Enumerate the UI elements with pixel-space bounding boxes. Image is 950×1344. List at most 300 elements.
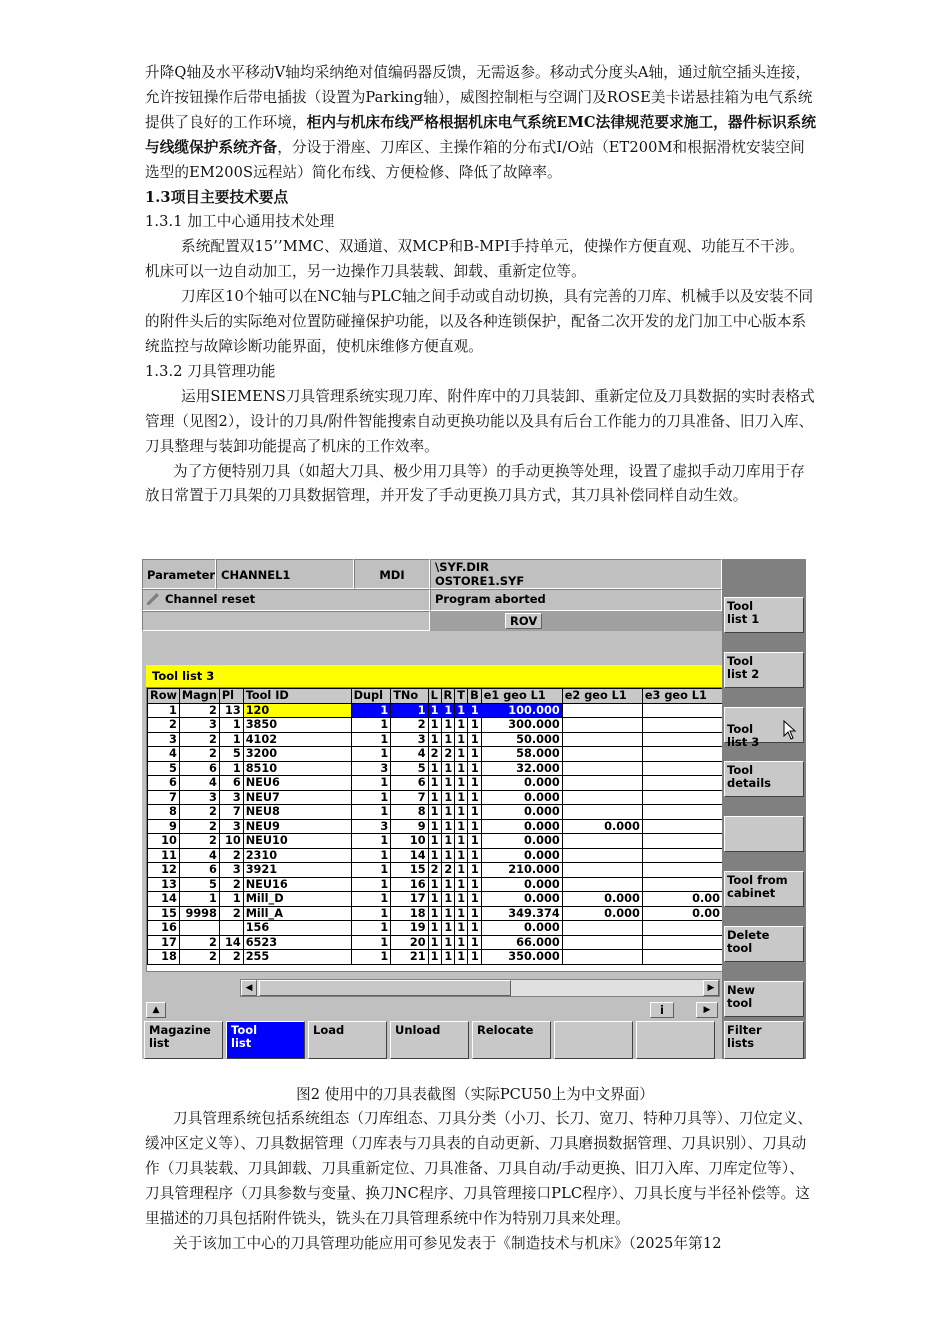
table-cell	[642, 718, 722, 733]
table-row[interactable]	[148, 935, 723, 950]
hsoftkey-magazine-list[interactable]: Magazine list	[144, 1021, 223, 1059]
table-cell: 1	[351, 790, 391, 805]
table-cell	[562, 703, 642, 718]
table-cell: 10	[148, 834, 180, 849]
tool-table	[147, 688, 723, 965]
table-cell: 4	[179, 776, 219, 791]
table-cell: 255	[243, 950, 351, 965]
table-cell	[562, 761, 642, 776]
table-cell: 1	[428, 906, 441, 921]
table-cell: 1	[455, 819, 468, 834]
table-cell: 1	[455, 703, 468, 718]
table-cell: 2	[428, 863, 441, 878]
table-cell: 1	[441, 834, 455, 849]
table-cell: 0.000	[481, 877, 562, 892]
table-cell: 3	[351, 819, 391, 834]
table-cell: 1	[428, 819, 441, 834]
table-cell: 1	[351, 805, 391, 820]
info-icon[interactable]: i	[650, 1002, 674, 1018]
table-cell: 2	[219, 950, 243, 965]
table-cell: 3	[148, 732, 180, 747]
table-cell: 1	[428, 718, 441, 733]
column-header: e1 geo L1	[481, 689, 562, 704]
tool-table-area	[146, 687, 724, 972]
table-cell: Mill_A	[243, 906, 351, 921]
column-header: R	[441, 689, 455, 704]
table-cell: 9	[148, 819, 180, 834]
table-cell	[642, 921, 722, 936]
table-cell: 3	[351, 761, 391, 776]
table-cell: 1	[428, 703, 441, 718]
vsoftkey-tool-list-2[interactable]: Tool list 2	[724, 652, 804, 688]
table-cell: 3	[179, 790, 219, 805]
table-cell: 3	[219, 863, 243, 878]
table-cell: 1	[351, 848, 391, 863]
table-row[interactable]	[148, 718, 723, 733]
mouse-cursor-icon	[783, 720, 797, 740]
heading-1-3-2: 1.3.2 刀具管理功能	[145, 362, 276, 380]
table-cell: 1	[428, 761, 441, 776]
table-cell: 1	[219, 718, 243, 733]
table-cell: 10	[391, 834, 428, 849]
table-cell: 5	[148, 761, 180, 776]
table-cell: 21	[391, 950, 428, 965]
table-cell: 3	[179, 718, 219, 733]
channel-status	[142, 589, 430, 611]
table-cell: Mill_D	[243, 892, 351, 907]
table-cell: 3	[219, 790, 243, 805]
table-cell	[179, 921, 219, 936]
table-cell: 1	[468, 703, 482, 718]
table-cell: 1	[428, 950, 441, 965]
vsoftkey-new-tool[interactable]: New tool	[724, 981, 804, 1017]
table-cell	[642, 848, 722, 863]
table-cell: 1	[351, 892, 391, 907]
table-cell: 14	[219, 935, 243, 950]
table-cell: 6	[391, 776, 428, 791]
table-cell: 3	[219, 819, 243, 834]
table-cell: 20	[391, 935, 428, 950]
table-cell: 350.000	[481, 950, 562, 965]
table-cell: 1	[351, 834, 391, 849]
table-row[interactable]	[148, 834, 723, 849]
table-row[interactable]	[148, 950, 723, 965]
table-cell: 1	[455, 935, 468, 950]
table-cell: 1	[428, 776, 441, 791]
table-cell: 1	[468, 848, 482, 863]
table-cell: 5	[219, 747, 243, 762]
table-row[interactable]	[148, 863, 723, 878]
table-cell: 1	[351, 863, 391, 878]
table-cell: 1	[441, 921, 455, 936]
table-cell: 2	[179, 834, 219, 849]
table-cell: 8	[148, 805, 180, 820]
table-cell: 50.000	[481, 732, 562, 747]
column-header: TNo	[391, 689, 428, 704]
figure-caption: 图2 使用中的刀具表截图（实际PCU50上为中文界面）	[296, 1086, 654, 1103]
table-cell: 1	[428, 790, 441, 805]
table-cell: 1	[455, 877, 468, 892]
table-cell: 12	[148, 863, 180, 878]
table-cell: 1	[468, 877, 482, 892]
table-cell: 1	[455, 805, 468, 820]
table-row[interactable]	[148, 732, 723, 747]
table-cell: 2	[148, 718, 180, 733]
table-cell: 1	[468, 819, 482, 834]
column-header: T	[455, 689, 468, 704]
table-cell: 2	[219, 877, 243, 892]
table-cell: 1	[455, 747, 468, 762]
table-cell	[562, 805, 642, 820]
para-text-1: 升降Q轴及水平移动V轴均采纳绝对值编码器反馈，无需返参。移动式分度头A轴，通过航空插头连接，允许按钮操作后带电插拔（设置为Parking轴），威图控制柜与空调门及ROSE美卡诺悬挂箱为电气系统提供了良好的工作环境，	[145, 64, 813, 131]
table-cell: 1	[441, 877, 455, 892]
table-cell: 3921	[243, 863, 351, 878]
etc-arrow-icon[interactable]: ▶	[696, 1002, 718, 1018]
table-cell: 1	[468, 863, 482, 878]
table-cell: 1	[391, 703, 428, 718]
table-cell: 3	[391, 732, 428, 747]
table-cell	[562, 848, 642, 863]
vsoftkey-delete-tool[interactable]: Delete tool	[724, 926, 804, 962]
table-cell: 2	[219, 848, 243, 863]
table-cell	[562, 921, 642, 936]
table-row[interactable]	[148, 921, 723, 936]
table-cell	[562, 718, 642, 733]
table-cell: 19	[391, 921, 428, 936]
scroll-thumb[interactable]	[259, 980, 511, 996]
table-cell: 13	[219, 703, 243, 718]
column-header: L	[428, 689, 441, 704]
table-cell: 16	[148, 921, 180, 936]
table-cell: 4102	[243, 732, 351, 747]
table-cell	[562, 935, 642, 950]
column-header: B	[468, 689, 482, 704]
table-cell: 1	[455, 718, 468, 733]
table-cell: 1	[351, 950, 391, 965]
table-cell: 16	[391, 877, 428, 892]
table-cell: 1	[441, 950, 455, 965]
heading-1-3-1: 1.3.1 加工中心通用技术处理	[145, 213, 335, 231]
vsoftkey-empty[interactable]	[724, 816, 804, 852]
table-cell: 0.00	[642, 892, 722, 907]
table-cell	[642, 805, 722, 820]
table-cell: 9	[391, 819, 428, 834]
table-cell: 14	[391, 848, 428, 863]
table-cell: 7	[148, 790, 180, 805]
table-cell: 7	[391, 790, 428, 805]
vsoftkey-tool-list-3-label: Tool list 3	[727, 722, 760, 749]
table-cell: 15	[391, 863, 428, 878]
table-cell: 1	[441, 906, 455, 921]
table-cell: 1	[455, 906, 468, 921]
table-cell: 2	[219, 906, 243, 921]
channel-status-text: Channel reset	[165, 592, 256, 606]
table-cell: NEU8	[243, 805, 351, 820]
paragraph-132-a: 运用SIEMENS刀具管理系统实现刀库、附件库中的刀具装卸、重新定位及刀具数据的实时表格式管理（见图2），设计的刀具/附件智能搜索自动更换功能以及具有后台工作能力的刀具准备、旧刀入库、刀具整理与装卸功能提高了机床的工作效率。	[145, 387, 815, 455]
table-cell: 1	[441, 892, 455, 907]
table-cell	[562, 747, 642, 762]
table-cell: NEU10	[243, 834, 351, 849]
table-cell	[642, 819, 722, 834]
tool-list-title: Tool list 3	[146, 665, 722, 687]
para-bold-text: 柜内与机床布线严格根据机床电气系统EMC法律规范要求施工，器件标识系统与线缆保护系统齐备	[145, 113, 817, 156]
table-cell: 2	[179, 747, 219, 762]
table-cell: 1	[428, 805, 441, 820]
hsoftkey-empty-1[interactable]	[554, 1021, 633, 1059]
table-row[interactable]	[148, 892, 723, 907]
table-cell: 1	[428, 848, 441, 863]
rov-area	[430, 611, 722, 631]
table-cell: 1	[428, 921, 441, 936]
table-cell: 120	[243, 703, 351, 718]
table-cell: 0.000	[481, 921, 562, 936]
paragraph-bottom-b: 关于该加工中心的刀具管理功能应用可参见发表于《制造技术与机床》（2025年第12	[173, 1234, 722, 1252]
table-cell: 1	[219, 892, 243, 907]
table-cell	[642, 877, 722, 892]
table-cell	[642, 863, 722, 878]
table-cell: 1	[219, 761, 243, 776]
header-spacer	[142, 631, 722, 665]
table-cell: 0.000	[562, 819, 642, 834]
table-cell	[562, 877, 642, 892]
table-cell: 0.000	[481, 776, 562, 791]
table-cell: 0.000	[481, 834, 562, 849]
hsoftkey-unload[interactable]: Unload	[390, 1021, 469, 1059]
table-cell: NEU16	[243, 877, 351, 892]
column-header: e2 geo L1	[562, 689, 642, 704]
table-cell: 0.000	[481, 805, 562, 820]
table-cell: 1	[219, 732, 243, 747]
column-header: Pl	[219, 689, 243, 704]
table-cell	[562, 776, 642, 791]
table-cell	[642, 776, 722, 791]
table-cell: 1	[428, 834, 441, 849]
table-cell: 6	[179, 761, 219, 776]
table-cell: 2	[441, 863, 455, 878]
table-cell	[642, 747, 722, 762]
table-cell: 1	[441, 732, 455, 747]
hsoftkey-tool-list[interactable]: Tool list	[226, 1021, 305, 1059]
table-row[interactable]	[148, 848, 723, 863]
table-cell: 1	[351, 921, 391, 936]
table-cell: 1	[468, 747, 482, 762]
column-header: e3 geo L1	[642, 689, 722, 704]
table-cell: 300.000	[481, 718, 562, 733]
column-header: Dupl	[351, 689, 391, 704]
vsoftkey-tool-list-1[interactable]: Tool list 1	[724, 597, 804, 633]
table-cell: 1	[468, 834, 482, 849]
recall-up-icon[interactable]: ▲	[146, 1002, 166, 1018]
table-cell	[642, 761, 722, 776]
table-cell: 0.000	[562, 906, 642, 921]
table-cell: 5	[391, 761, 428, 776]
table-cell: 2	[179, 805, 219, 820]
table-cell: 1	[468, 790, 482, 805]
table-cell: 1	[441, 718, 455, 733]
table-cell: 0.000	[481, 819, 562, 834]
table-row[interactable]	[148, 790, 723, 805]
table-cell: NEU9	[243, 819, 351, 834]
program-path: \SYF.DIR OSTORE1.SYF	[430, 559, 722, 589]
table-cell: 1	[441, 848, 455, 863]
vertical-softkey-bar	[722, 559, 806, 1059]
table-cell: NEU6	[243, 776, 351, 791]
table-cell: 2	[179, 935, 219, 950]
table-cell: 2310	[243, 848, 351, 863]
table-cell: 1	[428, 877, 441, 892]
table-cell: 6	[179, 863, 219, 878]
table-cell: 1	[468, 921, 482, 936]
paragraph-bottom-a: 刀具管理系统包括系统组态（刀库组态、刀具分类（小刀、长刀、宽刀、特种刀具等）、刀位定义、缓冲区定义等）、刀具数据管理（刀库表与刀具表的自动更新、刀具磨损数据管理、刀具识别）、刀具动作（刀具装载、刀具卸载、刀具重新定位、刀具准备、刀具自动/手动更换、旧刀入库、刀库定位等）、刀具管理程序（刀具参数与变量、换刀NC程序、刀具管理接口PLC程序）、刀具长度与半径补偿等。这里描述的刀具包括附件铣头，铣头在刀具管理系统中作为特别刀具来处理。	[145, 1110, 813, 1227]
table-cell: 8510	[243, 761, 351, 776]
table-row[interactable]	[148, 747, 723, 762]
table-cell: 6	[148, 776, 180, 791]
table-cell: 32.000	[481, 761, 562, 776]
table-cell: 1	[441, 776, 455, 791]
channel-name: CHANNEL1	[216, 559, 354, 589]
table-cell: 1	[351, 906, 391, 921]
table-cell: 156	[243, 921, 351, 936]
table-cell	[562, 790, 642, 805]
table-cell: 1	[179, 892, 219, 907]
table-cell: 3200	[243, 747, 351, 762]
table-cell: 58.000	[481, 747, 562, 762]
table-cell: 5	[179, 877, 219, 892]
table-cell: 7	[219, 805, 243, 820]
table-cell: 2	[179, 950, 219, 965]
table-cell	[642, 950, 722, 965]
table-cell: 8	[391, 805, 428, 820]
table-cell: 1	[455, 950, 468, 965]
vsoftkey-tool-details[interactable]: Tool details	[724, 761, 804, 797]
table-cell: 1	[351, 877, 391, 892]
table-cell: 1	[468, 761, 482, 776]
table-cell: 2	[179, 703, 219, 718]
table-cell: 1	[468, 776, 482, 791]
table-cell: 9998	[179, 906, 219, 921]
recall-bar	[142, 999, 722, 1021]
table-cell: 4	[148, 747, 180, 762]
table-row[interactable]	[148, 906, 723, 921]
table-row[interactable]	[148, 776, 723, 791]
table-cell	[219, 921, 243, 936]
table-cell	[642, 935, 722, 950]
table-cell: 4	[179, 848, 219, 863]
table-cell: 210.000	[481, 863, 562, 878]
table-cell: 1	[428, 892, 441, 907]
vsoftkey-filter-lists[interactable]: Filter lists	[724, 1021, 804, 1059]
rov-indicator: ROV	[505, 613, 542, 629]
table-cell: 10	[219, 834, 243, 849]
column-header: Magn	[179, 689, 219, 704]
paragraph-electrical	[145, 61, 817, 186]
table-cell: 2	[179, 732, 219, 747]
para-text-2: ，分设于滑座、刀库区、主操作箱的分布式I/O站（ET200M和根据滑枕安装空间选型的EM200S远程站）简化布线、方便检修、降低了故障率。	[145, 138, 805, 181]
empty-status-field	[142, 611, 430, 631]
column-header: Tool ID	[243, 689, 351, 704]
table-cell: 1	[468, 892, 482, 907]
table-row[interactable]	[148, 703, 723, 718]
table-cell: 1	[468, 805, 482, 820]
table-cell: 13	[148, 877, 180, 892]
table-cell: 1	[351, 935, 391, 950]
text-block-top	[145, 61, 817, 509]
table-cell: 0.000	[481, 790, 562, 805]
table-cell: 14	[148, 892, 180, 907]
vsoftkey-tool-from-cabinet[interactable]: Tool from cabinet	[724, 871, 804, 907]
table-cell: 1	[455, 761, 468, 776]
table-cell: 1	[351, 732, 391, 747]
table-cell: 1	[455, 921, 468, 936]
table-cell: 17	[148, 935, 180, 950]
scroll-left-button[interactable]: ◀	[241, 980, 257, 996]
table-row[interactable]	[148, 819, 723, 834]
table-cell: 1	[468, 732, 482, 747]
tool-list-screenshot	[142, 559, 806, 1059]
hsoftkey-relocate[interactable]: Relocate	[472, 1021, 551, 1059]
table-cell: 6	[219, 776, 243, 791]
table-cell: 4	[391, 747, 428, 762]
text-block-bottom	[145, 1107, 817, 1256]
table-cell: 18	[391, 906, 428, 921]
scroll-right-button[interactable]: ▶	[703, 980, 719, 996]
table-cell: 15	[148, 906, 180, 921]
table-row[interactable]	[148, 877, 723, 892]
mode-indicator: MDI	[354, 559, 430, 589]
table-cell: 1	[455, 790, 468, 805]
vsoftkey-tool-list-3[interactable]	[724, 707, 804, 749]
paragraph-131-a: 系统配置双15’’MMC、双通道、双MCP和B-MPI手持单元，使操作方便直观、功能互不干涉。机床可以一边自动加工，另一边操作刀具装载、卸载、重新定位等。	[145, 238, 804, 281]
table-cell: 11	[148, 848, 180, 863]
table-cell: 17	[391, 892, 428, 907]
table-cell: 1	[468, 906, 482, 921]
table-cell: 3850	[243, 718, 351, 733]
table-cell: 1	[148, 703, 180, 718]
table-row[interactable]	[148, 761, 723, 776]
table-cell: 2	[441, 747, 455, 762]
table-cell	[562, 732, 642, 747]
parameter-label: Parameter	[142, 559, 216, 589]
table-cell: 1	[455, 863, 468, 878]
program-status: Program aborted	[430, 589, 722, 611]
column-header: Row	[148, 689, 180, 704]
table-cell: 1	[468, 718, 482, 733]
table-cell: 1	[441, 703, 455, 718]
horizontal-scrollbar[interactable]	[240, 979, 720, 997]
table-cell: 1	[468, 935, 482, 950]
table-cell: 2	[391, 718, 428, 733]
table-cell: 100.000	[481, 703, 562, 718]
table-cell	[642, 790, 722, 805]
heading-1-3: 1.3项目主要技术要点	[145, 188, 289, 206]
table-cell: 1	[441, 761, 455, 776]
table-cell: 1	[428, 935, 441, 950]
table-cell: 1	[455, 834, 468, 849]
paragraph-132-b: 为了方便特别刀具（如超大刀具、极少用刀具等）的手动更换等处理，设置了虚拟手动刀库用于存放日常置于刀具架的刀具数据管理，并开发了手动更换刀具方式，其刀具补偿同样自动生效。	[145, 462, 805, 505]
table-row[interactable]	[148, 805, 723, 820]
table-cell: 2	[428, 747, 441, 762]
hsoftkey-load[interactable]: Load	[308, 1021, 387, 1059]
table-cell: 1	[351, 747, 391, 762]
pencil-icon	[147, 593, 159, 605]
hsoftkey-empty-2[interactable]	[636, 1021, 715, 1059]
table-cell	[562, 950, 642, 965]
table-cell	[642, 834, 722, 849]
table-cell: 1	[351, 718, 391, 733]
table-cell: 1	[455, 776, 468, 791]
table-cell: 1	[441, 805, 455, 820]
table-cell: 1	[441, 819, 455, 834]
